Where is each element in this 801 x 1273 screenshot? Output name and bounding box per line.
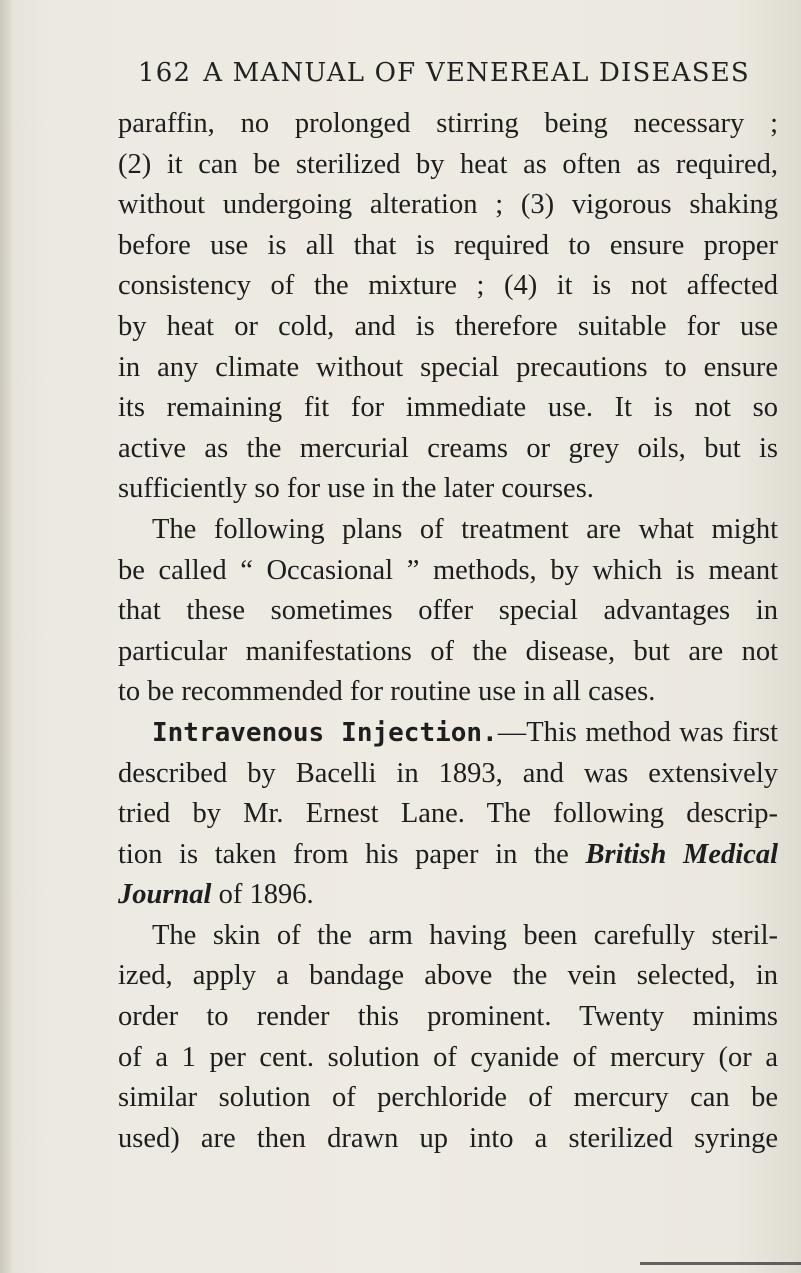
text-line: of a 1 per cent. solution of cyanide of mercury (or a [118, 1041, 778, 1073]
text-line: to be recommended for routine use in all cases. [118, 676, 656, 708]
journal-title-run: Journal [118, 879, 212, 911]
running-head [138, 58, 778, 88]
text-line: used) are then drawn up into a sterilized syringe [118, 1122, 778, 1154]
text-line [118, 875, 778, 916]
text-run: tion is taken from his paper in the [118, 838, 569, 870]
text-run: of 1896. [211, 879, 314, 911]
body-text [118, 104, 778, 1159]
journal-title-run: British Medical [585, 838, 779, 870]
text-line: its remaining fit for immediate use. It is not so [118, 392, 778, 424]
text-line: tried by Mr. Ernest Lane. The following descrip- [118, 798, 778, 830]
text-line: sufficiently so for use in the later courses. [118, 473, 594, 505]
text-line: The following plans of treatment are what might [152, 513, 778, 545]
text-line: ized, apply a bandage above the vein selected, in [118, 960, 778, 992]
text-line: before use is all that is required to ensure proper [118, 229, 778, 261]
text-line: by heat or cold, and is therefore suitable for use [118, 310, 778, 342]
text-line: described by Bacelli in 1893, and was extensively [118, 757, 778, 789]
binding-shadow [0, 0, 14, 1273]
text-line: in any climate without special precautions to ensure [118, 351, 778, 383]
page-number: 162 [138, 58, 192, 88]
running-title: A MANUAL OF VENEREAL DISEASES [203, 58, 750, 88]
text-line: order to render this prominent. Twenty minims [118, 1001, 778, 1033]
text-line: (2) it can be sterilized by heat as often as required, [118, 148, 778, 180]
page-edge-rule [640, 1262, 801, 1265]
text-run: —This method was first [497, 716, 778, 748]
text-line: particular manifestations of the disease, but are not [118, 635, 778, 667]
section-heading-line [118, 713, 778, 754]
text-line: similar solution of perchloride of mercury can be [118, 1082, 778, 1114]
text-line: without undergoing alteration ; (3) vigorous shaking [118, 189, 778, 221]
text-line: active as the mercurial creams or grey oils, but is [118, 432, 778, 464]
text-line: that these sometimes offer special advantages in [118, 595, 778, 627]
section-heading: Intravenous Injection. [152, 717, 498, 748]
text-line [118, 835, 778, 876]
text-line: The skin of the arm having been carefully steril- [152, 919, 778, 951]
text-line: consistency of the mixture ; (4) it is not affected [118, 270, 778, 302]
text-line: be called “ Occasional ” methods, by which is meant [118, 554, 778, 586]
text-line: paraffin, no prolonged stirring being necessary ; [118, 108, 778, 139]
